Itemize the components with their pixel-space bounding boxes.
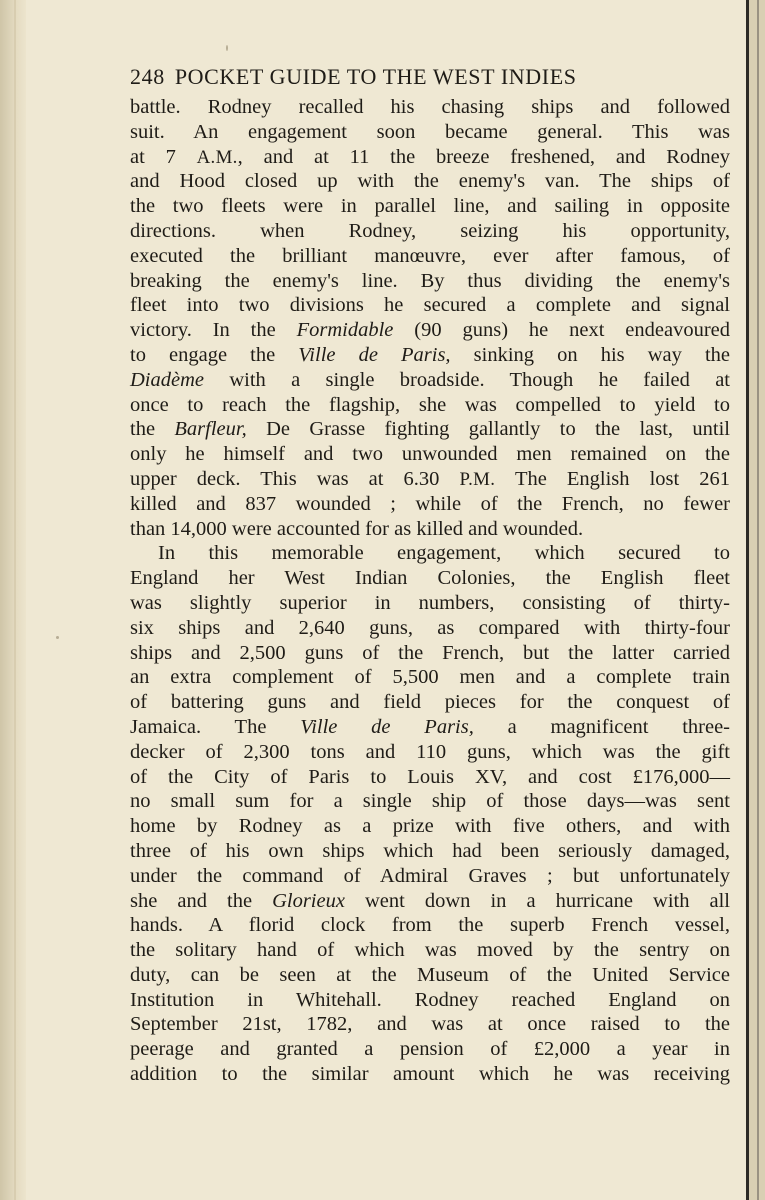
running-header: [130, 62, 730, 92]
paper-speck: [56, 636, 59, 639]
text-line: only he himself and two unwounded men remained on the: [130, 443, 730, 466]
text-line: Institution in Whitehall. Rodney reached England on: [130, 988, 730, 1011]
text-line: once to reach the flagship, she was compelled to yield to: [130, 393, 730, 416]
text-line: home by Rodney as a prize with five others, and with: [130, 815, 730, 838]
text-line: England her West Indian Colonies, the English fleet: [130, 567, 730, 590]
text-line: the two fleets were in parallel line, and sailing in opposite: [130, 195, 730, 218]
text-line: directions. when Rodney, seizing his opportunity,: [130, 219, 730, 242]
text-line: September 21st, 1782, and was at once raised to the: [130, 1013, 730, 1036]
text-line: killed and 837 wounded ; while of the French, no fewer: [130, 492, 730, 515]
text-line: no small sum for a single ship of those days—was sent: [130, 790, 730, 813]
text-line: the solitary hand of which was moved by the sentry on: [130, 939, 730, 962]
text-line: the Barfleur, De Grasse fighting gallantly to the last, until: [130, 418, 730, 441]
text-line: than 14,000 were accounted for as killed and wounded.: [130, 517, 584, 540]
page-number: 248: [130, 64, 165, 89]
page-edge-right: [746, 0, 765, 1200]
text-line: peerage and granted a pension of £2,000 a year in: [130, 1038, 730, 1061]
text-line: fleet into two divisions he secured a complete and signal: [130, 294, 730, 317]
text-line: victory. In the Formidable (90 guns) he next endeavoured: [130, 319, 731, 342]
text-line: six ships and 2,640 guns, as compared with thirty-four: [130, 616, 730, 639]
text-line: she and the Glorieux went down in a hurricane with all: [130, 889, 730, 912]
text-line: of the City of Paris to Louis XV, and cost £176,000—: [130, 765, 730, 788]
text-line: executed the brilliant manœuvre, ever after famous, of: [130, 244, 730, 267]
text-line: to engage the Ville de Paris, sinking on his way the: [130, 343, 730, 366]
text-line: was slightly superior in numbers, consisting of thirty-: [130, 591, 730, 614]
text-line: breaking the enemy's line. By thus dividing the enemy's: [130, 269, 730, 292]
text-line: ships and 2,500 guns of the French, but the latter carried: [130, 641, 730, 664]
text-line: Jamaica. The Ville de Paris, a magnificent three-: [130, 715, 730, 738]
page-text: [130, 62, 730, 1087]
text-line: at 7 A.M., and at 11 the breeze freshened, and Rodney: [130, 145, 730, 168]
text-line: of battering guns and field pieces for the conquest of: [130, 691, 730, 714]
running-title: POCKET GUIDE TO THE WEST INDIES: [174, 64, 577, 89]
text-line: under the command of Admiral Graves ; but unfortunately: [130, 864, 730, 887]
text-line: In this memorable engagement, which secured to: [158, 542, 730, 565]
text-line: addition to the similar amount which he was receiving: [130, 1063, 730, 1086]
text-line: an extra complement of 5,500 men and a complete train: [130, 666, 730, 689]
text-line: Diadème with a single broadside. Though he failed at: [130, 368, 730, 391]
text-line: suit. An engagement soon became general. This was: [130, 120, 730, 143]
text-line: hands. A florid clock from the superb French vessel,: [130, 914, 730, 937]
text-line: upper deck. This was at 6.30 P.M. The English lost 261: [130, 467, 730, 490]
text-line: three of his own ships which had been seriously damaged,: [130, 839, 730, 862]
paper-speck: [226, 45, 228, 51]
text-line: decker of 2,300 tons and 110 guns, which was the gift: [130, 740, 730, 763]
text-line: duty, can be seen at the Museum of the United Service: [130, 963, 730, 986]
page-gutter-left: [0, 0, 26, 1200]
text-line: and Hood closed up with the enemy's van. The ships of: [130, 170, 730, 193]
text-line: battle. Rodney recalled his chasing ships and followed: [130, 96, 730, 118]
